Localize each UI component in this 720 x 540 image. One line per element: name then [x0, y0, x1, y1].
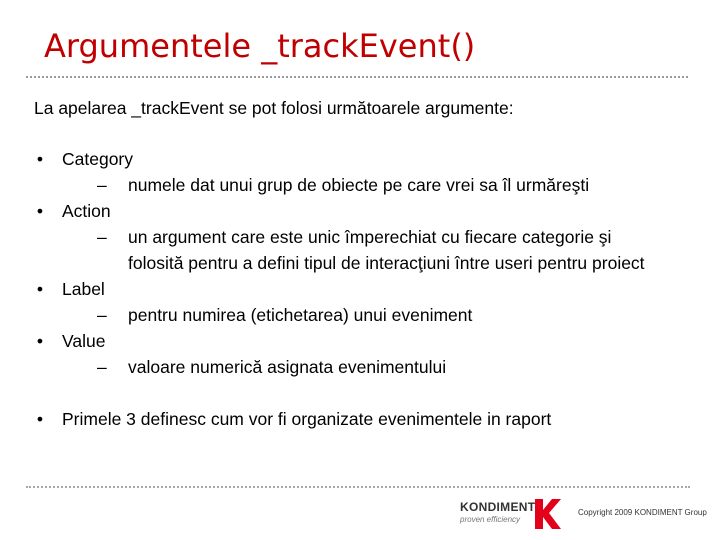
bullet-label: Action	[62, 201, 111, 221]
sub-item	[97, 172, 690, 198]
sub-item-text: valoare numerică asignata evenimentului	[128, 357, 447, 377]
dash-icon: –	[97, 305, 107, 325]
kondiment-k-icon	[532, 498, 562, 530]
intro-text: La apelarea _trackEvent se pot folosi următoarele argumente:	[34, 98, 514, 118]
sub-item	[97, 354, 690, 380]
sub-item-text: un argument care este unic împerechiat cu fiecare categorie şi folosită pentru a defini tipul de interacţiuni între useri pentru proiect	[128, 227, 645, 273]
sub-item	[97, 224, 668, 276]
dash-icon: –	[97, 175, 107, 195]
list-item-action	[30, 198, 690, 276]
bullet-icon: •	[36, 409, 44, 429]
sub-item	[97, 302, 690, 328]
bullet-icon: •	[36, 331, 44, 351]
bullet-label: Label	[62, 279, 105, 299]
bullet-icon: •	[36, 149, 44, 169]
copyright-text: Copyright 2009 KONDIMENT Group	[578, 508, 707, 517]
list-item-summary	[30, 406, 690, 432]
kondiment-logo	[460, 498, 560, 530]
dash-icon: –	[97, 227, 107, 247]
sub-item-text: numele dat unui grup de obiecte pe care vrei sa îl urmăreşti	[128, 175, 590, 195]
bullet-label: Value	[62, 331, 106, 351]
logo-wordmark: KONDIMENT	[460, 500, 536, 514]
footer-divider	[26, 486, 690, 488]
slide-title: Argumentele _trackEvent()	[44, 27, 476, 65]
bullet-icon: •	[36, 279, 44, 299]
logo-tagline: proven efficiency	[460, 515, 521, 524]
list-item-label	[30, 276, 690, 328]
list-item-value	[30, 328, 690, 380]
bullet-icon: •	[36, 201, 44, 221]
list-item-category	[30, 146, 690, 198]
dash-icon: –	[97, 357, 107, 377]
sub-item-text: pentru numirea (etichetarea) unui eveniment	[128, 305, 473, 325]
title-divider	[26, 76, 688, 78]
argument-list	[30, 146, 690, 432]
bullet-label: Category	[62, 149, 134, 169]
summary-text: Primele 3 definesc cum vor fi organizate evenimentele in raport	[62, 409, 552, 429]
